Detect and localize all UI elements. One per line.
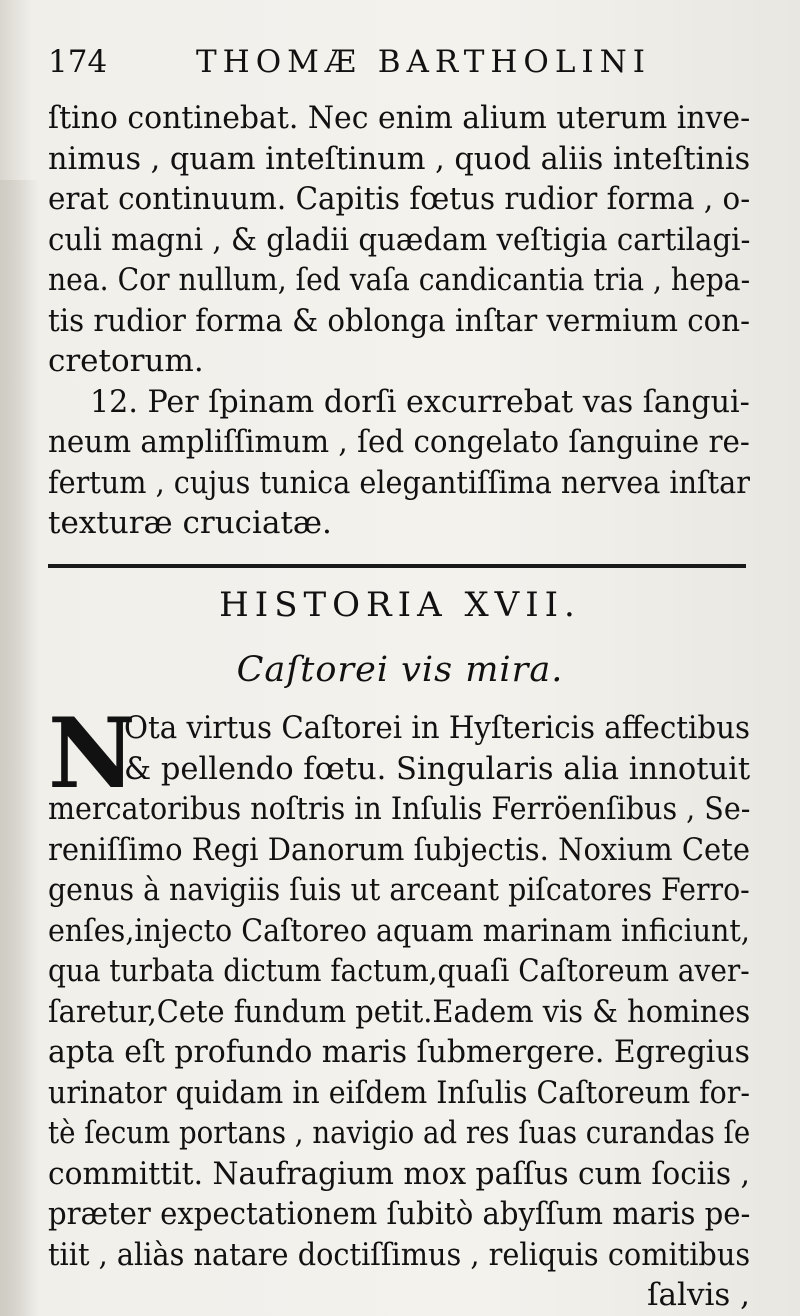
text-line: ſaretur,Cete fundum petit.Eadem vis & homines — [48, 993, 751, 1030]
section-subtitle: Caſtorei vis mira. — [236, 650, 564, 690]
section-heading: HISTORIA XVII. — [219, 585, 581, 625]
page-edge-shadow — [0, 180, 40, 1316]
section-divider — [48, 564, 746, 568]
text-line: tè ſecum portans , navigio ad res ſuas curandas ſe — [48, 1115, 751, 1151]
text-line: committit. Naufragium mox paſſus cum ſociis , — [48, 1155, 750, 1192]
page-number: 174 — [48, 44, 108, 80]
text-line: neum ampliſſimum , ſed congelato ſanguine re- — [48, 424, 750, 460]
drop-cap: N — [48, 697, 136, 810]
text-line: urinator quidam in eiſdem Inſulis Caſtoreum for- — [48, 1074, 750, 1111]
text-line: genus à navigiis ſuis ut arceant piſcatores Ferro- — [48, 872, 750, 908]
text-line: ſtino continebat. Nec enim alium uterum inve- — [48, 100, 751, 136]
text-line: apta eſt profundo maris ſubmergere. Egregius — [48, 1034, 750, 1070]
text-line: erat continuum. Capitis fœtus rudior forma , o- — [48, 181, 751, 217]
body-text-block — [48, 697, 754, 1316]
text-line: nea. Cor nullum, ſed vaſa candicantia tria , hepa- — [48, 262, 751, 298]
text-line: tis rudior forma & oblonga inſtar vermium con- — [48, 302, 751, 339]
text-line: Ota virtus Caſtorei in Hyſtericis affectibus — [124, 710, 751, 746]
text-line: fertum , cujus tunica elegantiſſima nervea inſtar — [48, 464, 750, 501]
text-line: præter expectationem ſubitò abyſſum maris pe- — [48, 1196, 751, 1232]
catchword: ſalvis , — [647, 1277, 750, 1313]
text-line: reniſſimo Regi Danorum ſubjectis. Noxium Cete — [48, 831, 750, 868]
text-line: qua turbata dictum factum,quaſi Caſtoreum aver- — [48, 953, 750, 989]
text-line: & pellendo fœtu. Singularis alia innotuit — [124, 750, 751, 787]
text-line: nimus , quam inteſtinum , quod aliis inteſtinis — [48, 140, 751, 177]
page-header — [48, 44, 748, 92]
running-title: THOMÆ BARTHOLINI — [196, 44, 652, 80]
text-line: mercatoribus noſtris in Inſulis Ferröenſibus , Se- — [48, 791, 751, 827]
upper-text-block — [48, 98, 754, 544]
text-line: tiit , aliàs natare doctiſſimus , reliquis comitibus — [48, 1236, 751, 1273]
text-line: cretorum. — [48, 343, 204, 379]
text-line: enſes,injecto Caſtoreo aquam marinam inficiunt, — [48, 912, 750, 949]
text-line: 12. Per ſpinam dorſi excurrebat vas ſangui- — [90, 383, 750, 420]
text-line: culi magni , & gladii quædam veſtigia cartilagi- — [48, 221, 751, 258]
text-line: texturæ cruciatæ. — [48, 505, 332, 541]
